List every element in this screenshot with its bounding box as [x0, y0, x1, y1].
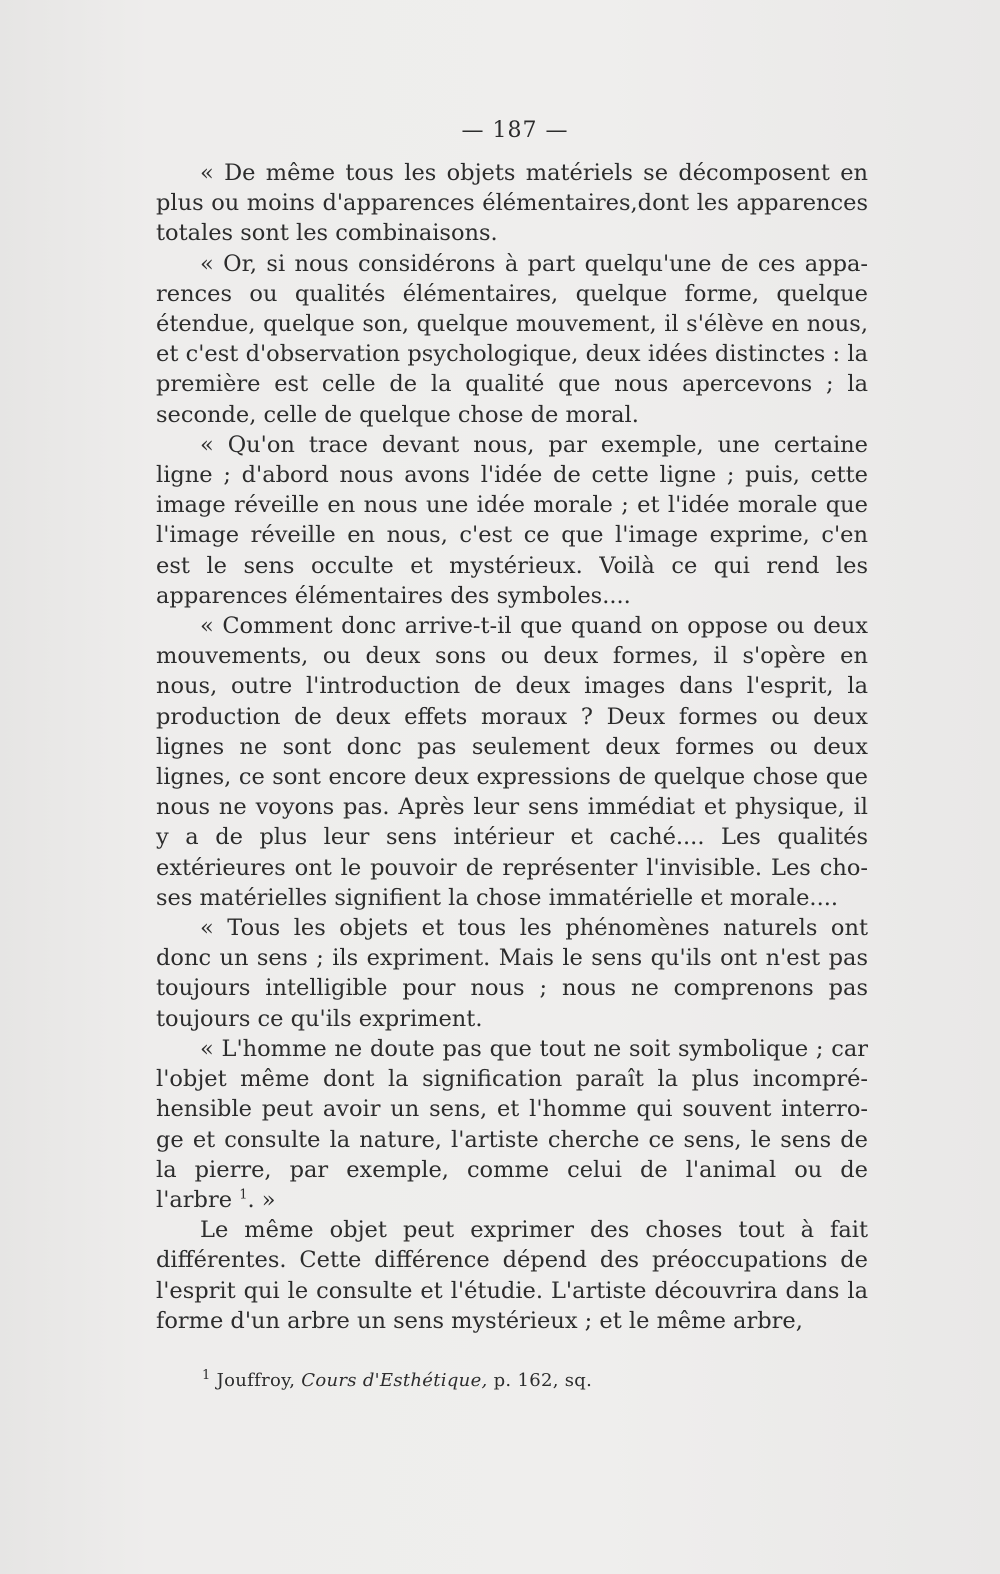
footnote-marker: 1 [202, 1368, 211, 1383]
paragraph-5: « Tous les objets et tous les phénomènes naturels ont donc un sens ; ils expriment. Mais le sens qu'ils ont n'est pas toujours intelligible pour nous ; nous ne comprenons pas toujours ce qu'ils expriment. [156, 915, 868, 1032]
paragraph-1: « De même tous les objets matériels se décomposent en plus ou moins d'apparences élémentaires,dont les apparences totales sont les combinaisons. [156, 160, 868, 247]
paragraph-3: « Qu'on trace devant nous, par exemple, une certaine ligne ; d'abord nous avons l'idée de cette ligne ; puis, cette image réveille en nous une idée morale ; et l'idée morale que l'image réveille en nous, c'est ce que l'image exprime, c'en est le sens occulte et mystérieux. Voilà ce qui rend les apparences élémentaires des symboles.... [156, 431, 868, 609]
footnote-reference[interactable]: 1 [239, 1187, 248, 1203]
paragraph-6-text: « L'homme ne doute pas que tout ne soit symbolique ; car l'objet même dont la signification paraît la plus incompré-hensible peut avoir un sens, et l'homme qui souvent interro-ge et consulte la nature, l'artiste cherche ce sens, le sens de la pierre, par exemple, comme celui de l'animal ou de l'arbre [156, 1035, 868, 1213]
page-number: — 187 — [461, 118, 569, 143]
footnote-author: Jouffroy, [216, 1370, 296, 1391]
body-text [156, 158, 868, 1336]
paragraph-6-tail: . » [247, 1186, 276, 1213]
paragraph-4: « Comment donc arrive-t-il que quand on oppose ou deux mouvements, ou deux sons ou deux formes, il s'opère en nous, outre l'introduction de deux images dans l'esprit, la production de deux effets moraux ? Deux formes ou deux lignes ne sont donc pas seulement deux formes ou deux lignes, ce sont encore deux expressions de quelque chose que nous ne voyons pas. Après leur sens immédiat et physique, il y a de plus leur sens intérieur et caché.... Les qualités extérieures ont le pouvoir de représenter l'invisible. Les cho-ses matérielles signifient la chose immatérielle et morale.... [156, 613, 868, 911]
footnote [202, 1370, 592, 1391]
paragraph-6 [156, 1034, 868, 1215]
footnote-title: Cours d'Esthétique, [301, 1370, 488, 1391]
footnote-pages: p. 162, sq. [493, 1370, 593, 1391]
paragraph-2: « Or, si nous considérons à part quelqu'une de ces appa-rences ou qualités élémentaires, quelque forme, quelque étendue, quelque son, quelque mouvement, il s'élève en nous, et c'est d'observation psychologique, deux idées distinctes : la première est celle de la qualité que nous apercevons ; la seconde, celle de quelque chose de moral. [156, 250, 868, 428]
paragraph-7: Le même objet peut exprimer des choses tout à fait différentes. Cette différence dépend des préoccupations de l'esprit qui le consulte et l'étudie. L'artiste découvrira dans la forme d'un arbre un sens mystérieux ; et le même arbre, [156, 1217, 868, 1334]
